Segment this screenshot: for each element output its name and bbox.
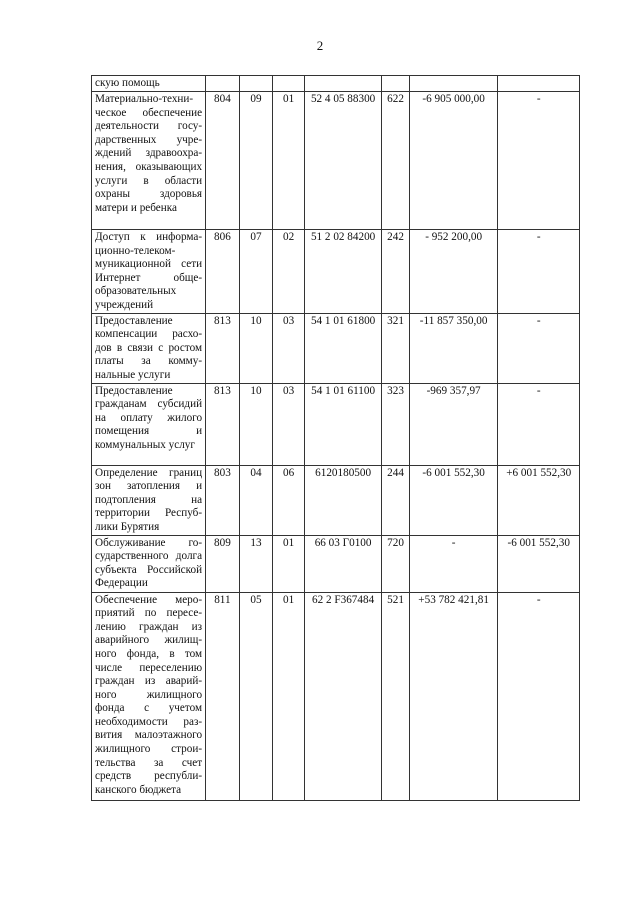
amount-change-1: -11 857 350,00: [409, 313, 498, 383]
table-row: [92, 465, 580, 535]
table-row: [92, 230, 580, 314]
dept-code: 813: [206, 313, 240, 383]
section-code: 07: [239, 230, 273, 314]
dept-code: 804: [206, 92, 240, 230]
section-code: 04: [239, 465, 273, 535]
target-article-code: 51 2 02 84200: [304, 230, 381, 314]
target-article-code: 62 2 F367484: [304, 592, 381, 800]
budget-table: [91, 75, 580, 801]
amount-change-2: -: [498, 313, 580, 383]
section-code: 10: [239, 383, 273, 465]
amount-change-2: +6 001 552,30: [498, 465, 580, 535]
subsection-code: 06: [273, 465, 305, 535]
section-code: [239, 76, 273, 92]
amount-change-2: -: [498, 92, 580, 230]
expense-type-code: 521: [382, 592, 410, 800]
target-article-code: 54 1 01 61800: [304, 313, 381, 383]
subsection-code: [273, 76, 305, 92]
section-code: 13: [239, 535, 273, 592]
section-code: 09: [239, 92, 273, 230]
amount-change-2: -: [498, 592, 580, 800]
page-number: 2: [316, 38, 324, 53]
expense-type-code: 622: [382, 92, 410, 230]
expense-type-code: 720: [382, 535, 410, 592]
amount-change-2: -6 001 552,30: [498, 535, 580, 592]
amount-change-2: -: [498, 230, 580, 314]
amount-change-1: -: [409, 535, 498, 592]
row-description: Обеспечение мероприятий по переселению граждан из аварийного жилищного фонда, в том числе переселению граждан из аварийного жилищного фонда с учетом необходимости развития малоэтажного жилищного строительства за счет средств республиканского бюджета: [92, 592, 206, 800]
table-row: [92, 313, 580, 383]
section-code: 05: [239, 592, 273, 800]
amount-change-1: -6 905 000,00: [409, 92, 498, 230]
row-description: Предоставление компенсации расходов в связи с ростом платы за коммунальные услуги: [92, 313, 206, 383]
row-description: Материально-техническое обеспечение деятельности государственных учреждений здравоохранения, оказывающих услуги в области охраны здоровья матери и ребенка: [92, 92, 206, 230]
dept-code: 803: [206, 465, 240, 535]
section-code: 10: [239, 313, 273, 383]
target-article-code: 6120180500: [304, 465, 381, 535]
target-article-code: [304, 76, 381, 92]
amount-change-1: +53 782 421,81: [409, 592, 498, 800]
amount-change-1: -6 001 552,30: [409, 465, 498, 535]
subsection-code: 02: [273, 230, 305, 314]
expense-type-code: 242: [382, 230, 410, 314]
subsection-code: 03: [273, 313, 305, 383]
dept-code: 806: [206, 230, 240, 314]
table-row: [92, 535, 580, 592]
table-row: [92, 592, 580, 800]
row-description: Определение границ зон затопления и подтопления на территории Республики Бурятия: [92, 465, 206, 535]
dept-code: 811: [206, 592, 240, 800]
dept-code: 813: [206, 383, 240, 465]
table-row: [92, 76, 580, 92]
amount-change-2: -: [498, 383, 580, 465]
subsection-code: 01: [273, 92, 305, 230]
amount-change-1: -969 357,97: [409, 383, 498, 465]
subsection-code: 01: [273, 592, 305, 800]
expense-type-code: 244: [382, 465, 410, 535]
table-row: [92, 92, 580, 230]
expense-type-code: 323: [382, 383, 410, 465]
target-article-code: 66 03 Г0100: [304, 535, 381, 592]
row-description: Предоставление гражданам субсидий на оплату жилого помещения и коммунальных услуг: [92, 383, 206, 465]
dept-code: 809: [206, 535, 240, 592]
row-description: скую помощь: [92, 76, 206, 92]
dept-code: [206, 76, 240, 92]
row-description: Обслуживание государственного долга субъекта Российской Федерации: [92, 535, 206, 592]
amount-change-1: - 952 200,00: [409, 230, 498, 314]
amount-change-2: [498, 76, 580, 92]
subsection-code: 03: [273, 383, 305, 465]
table-row: [92, 383, 580, 465]
expense-type-code: 321: [382, 313, 410, 383]
expense-type-code: [382, 76, 410, 92]
target-article-code: 54 1 01 61100: [304, 383, 381, 465]
target-article-code: 52 4 05 88300: [304, 92, 381, 230]
row-description: Доступ к информационно-телекоммуникационной сети Интернет общеобразовательных учреждений: [92, 230, 206, 314]
amount-change-1: [409, 76, 498, 92]
subsection-code: 01: [273, 535, 305, 592]
